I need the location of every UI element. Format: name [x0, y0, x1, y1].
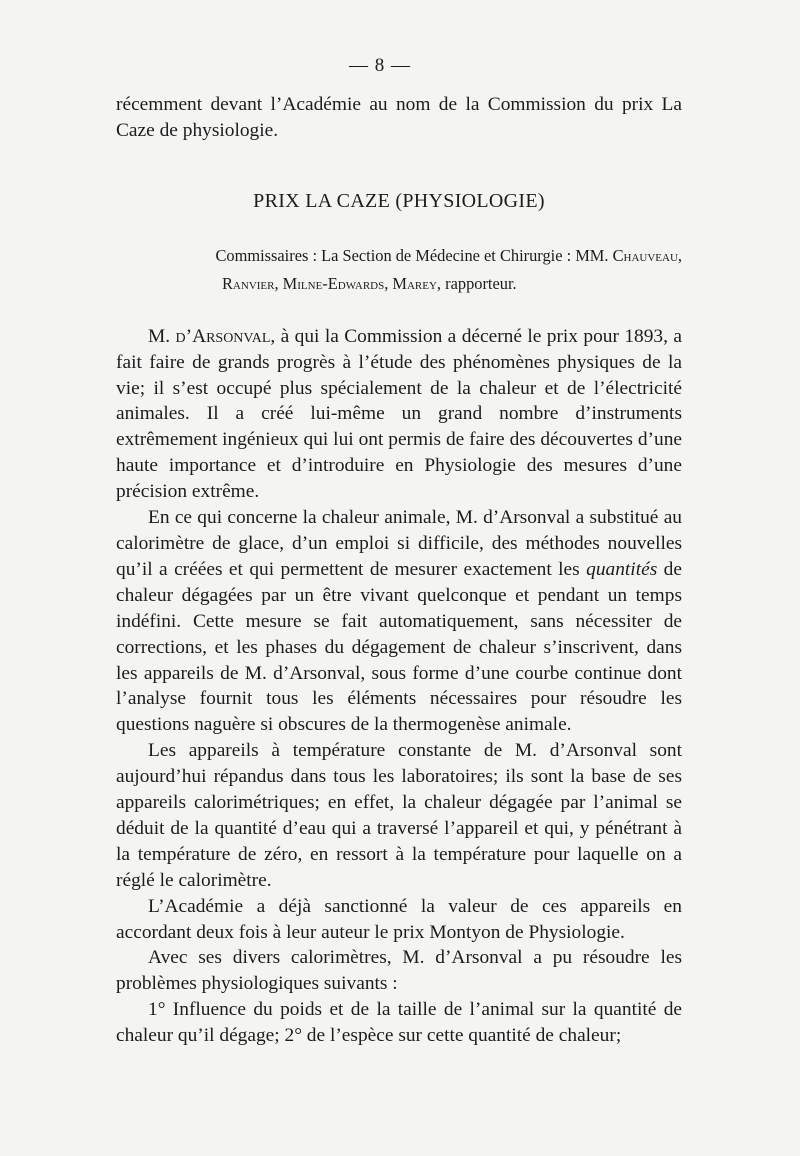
paragraph: L’Académie a déjà sanctionné la valeur de ces appareils en accordant deux fois à leur auteur le prix Montyon de Physiologie. [116, 895, 682, 943]
section-title: PRIX LA CAZE (PHYSIOLOGIE) [253, 189, 545, 212]
commissioner-name: Chauveau, [612, 245, 682, 265]
commissioners-line-2 [116, 270, 682, 298]
paragraph-text: de chaleur dégagées par un être vivant quelconque et pendant un temps indéfini. Cette mesure se fait automatiquement, sans nécessiter de corrections, et les phases du dégagement de chaleur s’inscrivent, dans les appareils de M. d’Arsonval, sous forme d’une courbe continue dont l’analyse fournit tous les éléments nécessaires pour résoudre les questions naguère si obscures de la thermogenèse animale. [116, 558, 682, 736]
page-number: — 8 — [349, 55, 411, 76]
paragraph: Avec ses divers calorimètres, M. d’Arsonval a pu résoudre les problèmes physiologiques suivants : [116, 947, 682, 995]
italic-term: quantités [586, 558, 658, 580]
commissioners-block [116, 242, 682, 298]
commissioner-names: Ranvier, Milne-Edwards, Marey, [222, 273, 442, 293]
paragraph-text: à qui la Commission a décerné le prix pour 1893, a fait faire de grands progrès à l’étude des phénomènes physiques de la vie; il s’est occupé plus spécialement de la chaleur et de l’électricité animales. Il a créé lui-même un grand nombre d’instruments extrêmement ingénieux qui lui ont permis de faire des découvertes d’une haute importance et d’introduire en Physiologie des mesures d’une précision extrême. [116, 325, 682, 503]
paragraph: Les appareils à température constante de M. d’Arsonval sont aujourd’hui répandus dans tous les laboratoires; ils sont la base de ses appareils calorimétriques; en effet, la chaleur dégagée par l’animal se déduit de la quantité d’eau qui a traversé l’appareil et qui, y pénétrant à la température de zéro, en ressort à la température pour laquelle on a réglé le calorimètre. [116, 740, 682, 891]
laureate-name: d’Arsonval, [175, 325, 276, 347]
commissioners-prefix: Commissaires : La Section de Médecine et Chirurgie : MM. [215, 245, 609, 265]
paragraph [116, 505, 682, 738]
paragraph: 1° Influence du poids et de la taille de l’animal sur la quantité de chaleur qu’il dégage; 2° de l’espèce sur cette quantité de chaleur; [116, 999, 682, 1047]
page-body [116, 92, 682, 1049]
paragraph-continuation: récemment devant l’Académie au nom de la Commission du prix La Caze de physiologie. [116, 94, 682, 141]
commissioners-line-1 [116, 242, 682, 270]
paragraph-prefix: M. [148, 325, 171, 347]
rapporteur-label: rapporteur. [445, 273, 517, 293]
paragraph [116, 324, 682, 505]
paragraph-text: En ce qui concerne la chaleur animale, M. d’Arsonval a substitué au calorimètre de glace, d’un emploi si difficile, des méthodes nouvelles qu’il a créées et qui permettent de mesurer exactement les [116, 507, 682, 580]
